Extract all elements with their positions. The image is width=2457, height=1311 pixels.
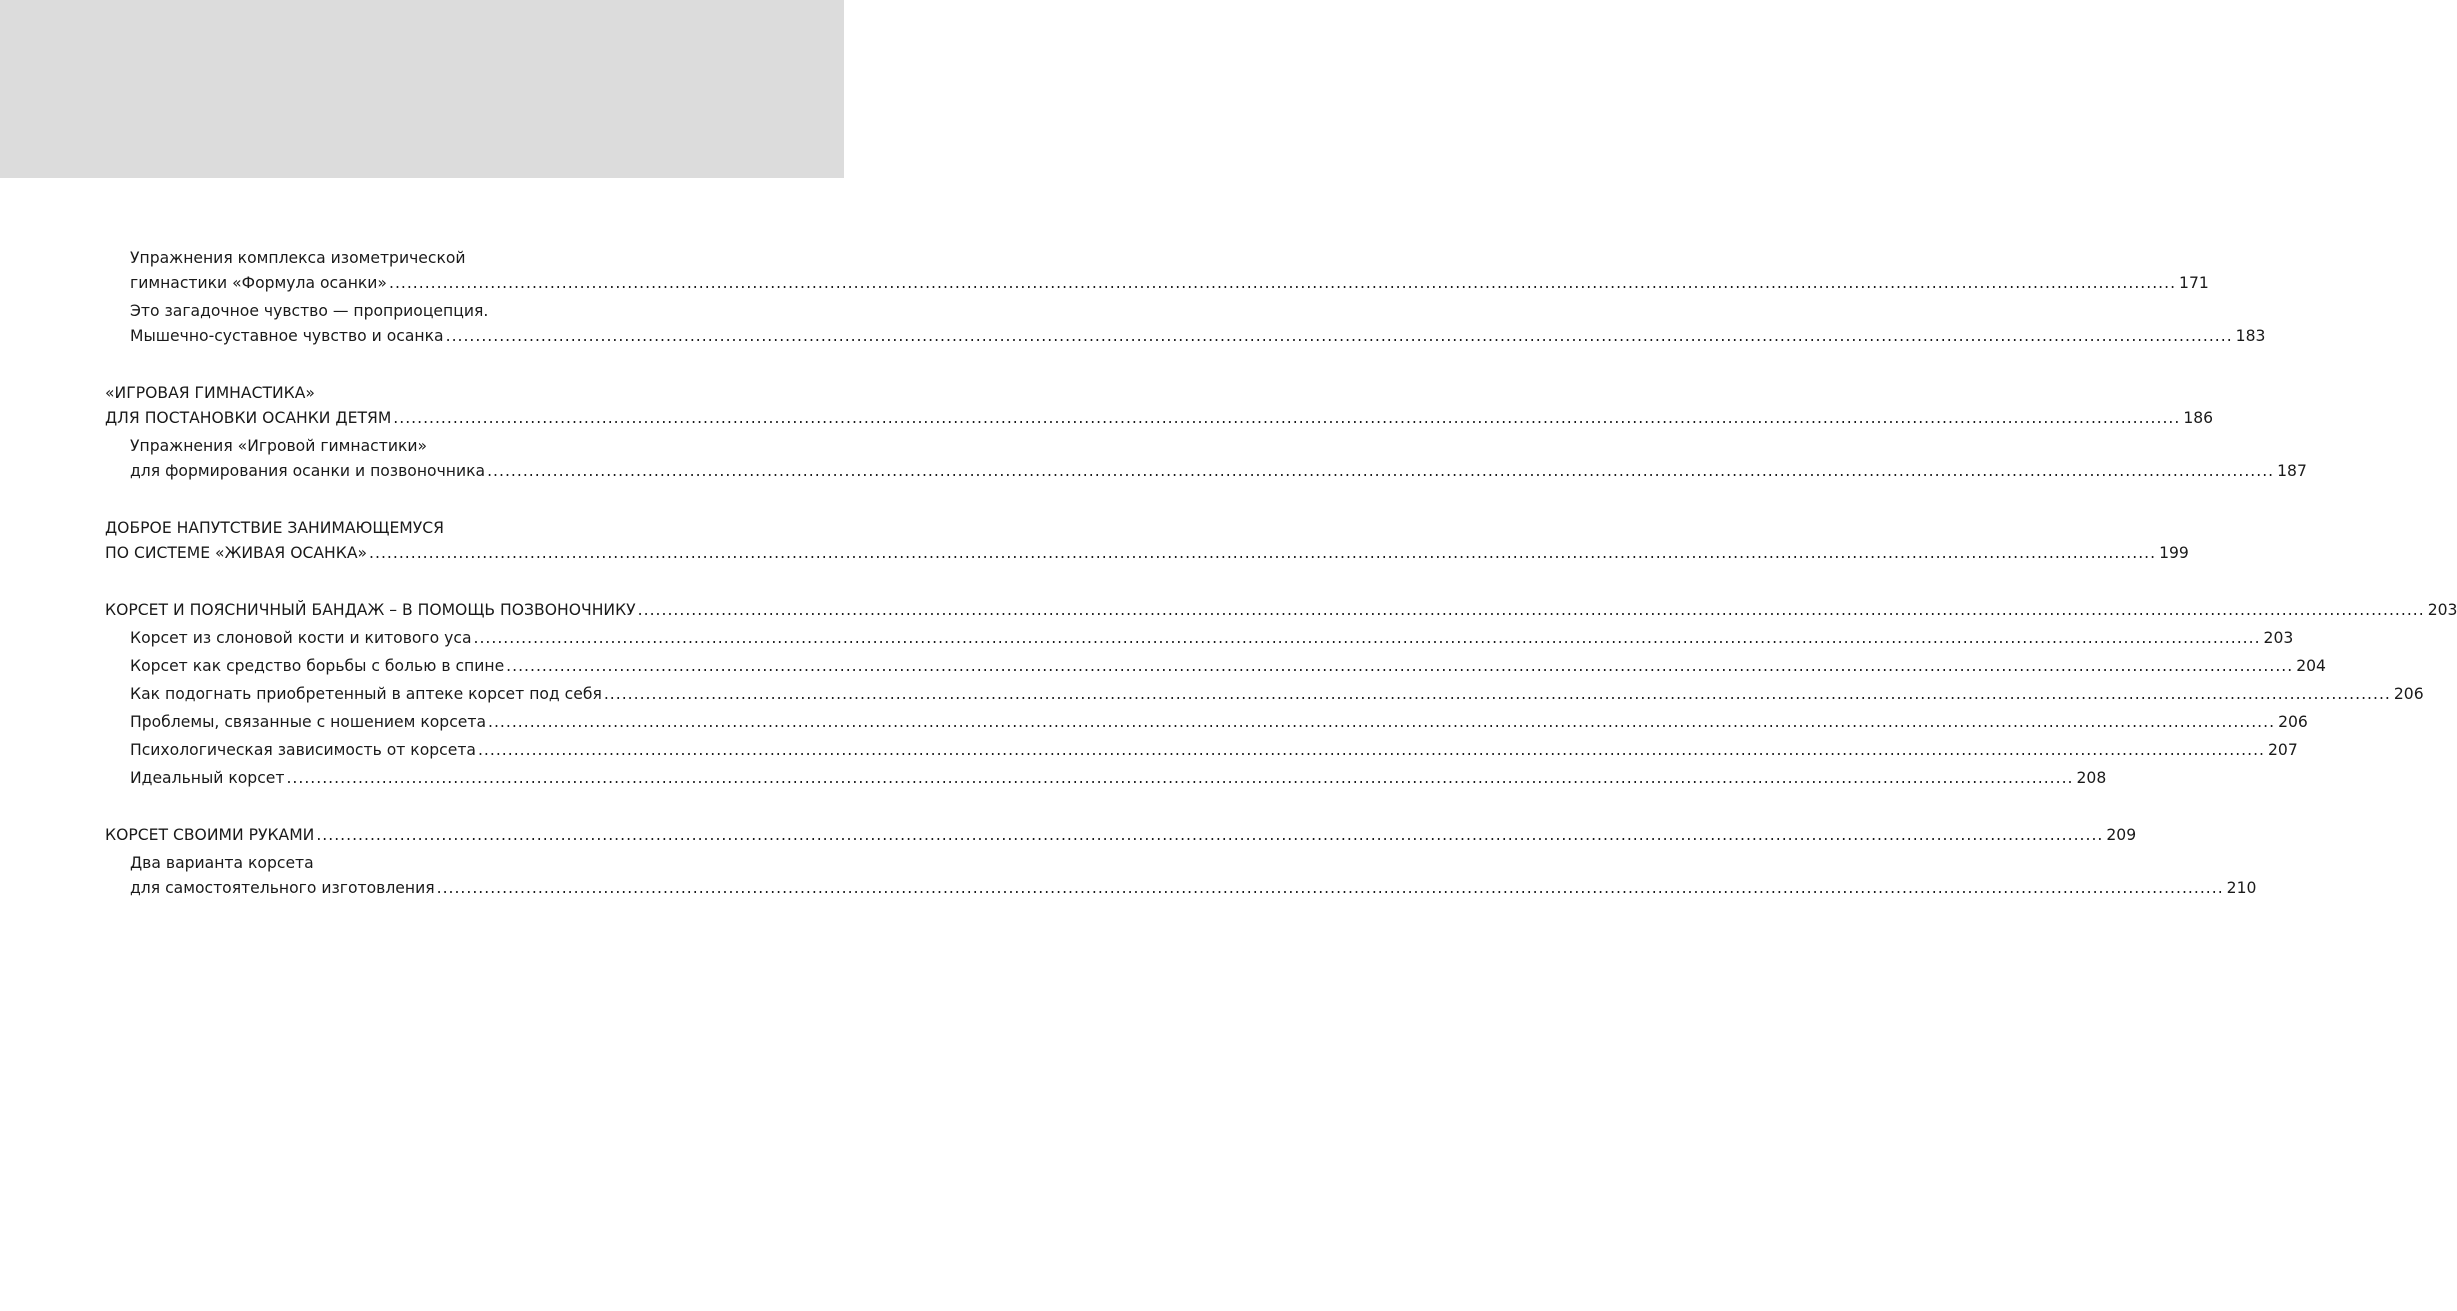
top-gray-band [0, 0, 844, 178]
toc-entry-leader-line [130, 654, 2326, 679]
page-number: 208 [2076, 769, 2107, 787]
toc-entry-title-line: Это загадочное чувство — проприоцепция. [130, 302, 489, 320]
dot-leader: ............................................................................................................................................................................................................................................................................................................ [473, 629, 2261, 647]
toc-entry-title: гимнастики «Формула осанки» [130, 274, 387, 292]
toc-entry-title-line: Упражнения комплекса изометрической [130, 249, 466, 267]
toc-subsection-entry[interactable] [105, 851, 2257, 901]
toc-section-entry[interactable] [105, 598, 2457, 623]
dot-leader: ............................................................................................................................................................................................................................................................................................................ [445, 327, 2233, 345]
toc-subsection-entry[interactable] [105, 682, 2424, 707]
page-number: 199 [2159, 544, 2189, 562]
toc-entry-leader-line [130, 271, 2209, 296]
toc-entry-leader-line [130, 710, 2308, 735]
toc-entry-leader-line [130, 459, 2307, 484]
toc-entry-title: КОРСЕТ И ПОЯСНИЧНЫЙ БАНДАЖ – В ПОМОЩЬ ПОЗВОНОЧНИКУ [105, 601, 636, 619]
toc-entry-leader-line [130, 876, 2257, 901]
page-number: 204 [2296, 657, 2326, 675]
toc-subsection-entry[interactable] [105, 654, 2326, 679]
page-number: 206 [2393, 685, 2424, 703]
toc-entry-title: для самостоятельного изготовления [130, 879, 435, 897]
dot-leader: ............................................................................................................................................................................................................................................................................................................ [487, 462, 2275, 480]
page-number: 186 [2183, 409, 2214, 427]
toc-entry-leader-line [105, 541, 2189, 566]
toc-subsection-entry[interactable] [105, 766, 2107, 791]
dot-leader: ............................................................................................................................................................................................................................................................................................................ [603, 685, 2391, 703]
toc-entry-leader-line [105, 598, 2457, 623]
dot-leader: ............................................................................................................................................................................................................................................................................................................ [436, 879, 2224, 897]
toc-entry-title: Мышечно-суставное чувство и осанка [130, 327, 444, 345]
toc-entry-title: ДЛЯ ПОСТАНОВКИ ОСАНКИ ДЕТЯМ [105, 409, 392, 427]
toc-section-entry[interactable] [105, 823, 2137, 848]
toc-subsection-entry[interactable] [105, 738, 2298, 763]
page-number: 206 [2278, 713, 2308, 731]
page-number: 203 [2263, 629, 2294, 647]
toc-entry-leader-line [130, 324, 2266, 349]
dot-leader: ............................................................................................................................................................................................................................................................................................................ [637, 601, 2425, 619]
toc-subsection-entry[interactable] [105, 434, 2307, 484]
table-of-contents [105, 246, 2457, 901]
dot-leader: ............................................................................................................................................................................................................................................................................................................ [286, 769, 2074, 787]
toc-subsection-entry[interactable] [105, 299, 2266, 349]
toc-subsection-entry[interactable] [105, 246, 2209, 296]
page-number: 171 [2179, 274, 2209, 292]
toc-entry-leader-line [105, 823, 2137, 848]
dot-leader: ............................................................................................................................................................................................................................................................................................................ [506, 657, 2294, 675]
page-number: 203 [2427, 601, 2457, 619]
toc-entry-title: Проблемы, связанные с ношением корсета [130, 713, 487, 731]
toc-entry-leader-line [130, 626, 2294, 651]
toc-subsection-entry[interactable] [105, 626, 2294, 651]
dot-leader: ............................................................................................................................................................................................................................................................................................................ [316, 826, 2104, 844]
page-number: 183 [2235, 327, 2266, 345]
toc-entry-title: ПО СИСТЕМЕ «ЖИВАЯ ОСАНКА» [105, 544, 368, 562]
page-number: 209 [2106, 826, 2137, 844]
toc-section-entry[interactable] [105, 516, 2189, 566]
toc-subsection-entry[interactable] [105, 710, 2308, 735]
toc-entry-title-line: ДОБРОЕ НАПУТСТВИЕ ЗАНИМАЮЩЕМУСЯ [105, 519, 444, 537]
dot-leader: ............................................................................................................................................................................................................................................................................................................ [488, 713, 2276, 731]
toc-entry-title-line: Упражнения «Игровой гимнастики» [130, 437, 428, 455]
toc-entry-title: Как подогнать приобретенный в аптеке корсет под себя [130, 685, 602, 703]
toc-entry-title: Психологическая зависимость от корсета [130, 741, 476, 759]
dot-leader: ............................................................................................................................................................................................................................................................................................................ [369, 544, 2157, 562]
toc-entry-leader-line [130, 738, 2298, 763]
toc-entry-title: Корсет как средство борьбы с болью в спине [130, 657, 505, 675]
toc-entry-title: КОРСЕТ СВОИМИ РУКАМИ [105, 826, 315, 844]
toc-entry-title-line: «ИГРОВАЯ ГИМНАСТИКА» [105, 384, 315, 402]
page-number: 210 [2226, 879, 2257, 897]
toc-entry-leader-line [130, 766, 2107, 791]
page-number: 187 [2277, 462, 2307, 480]
page-number: 207 [2268, 741, 2298, 759]
dot-leader: ............................................................................................................................................................................................................................................................................................................ [388, 274, 2177, 292]
toc-entry-title: для формирования осанки и позвоночника [130, 462, 486, 480]
toc-entry-title-line: Два варианта корсета [130, 854, 314, 872]
toc-entry-leader-line [105, 406, 2214, 431]
dot-leader: ............................................................................................................................................................................................................................................................................................................ [477, 741, 2266, 759]
toc-entry-title: Корсет из слоновой кости и китового уса [130, 629, 472, 647]
dot-leader: ............................................................................................................................................................................................................................................................................................................ [393, 409, 2181, 427]
toc-section-entry[interactable] [105, 381, 2214, 431]
toc-entry-leader-line [130, 682, 2424, 707]
toc-entry-title: Идеальный корсет [130, 769, 285, 787]
